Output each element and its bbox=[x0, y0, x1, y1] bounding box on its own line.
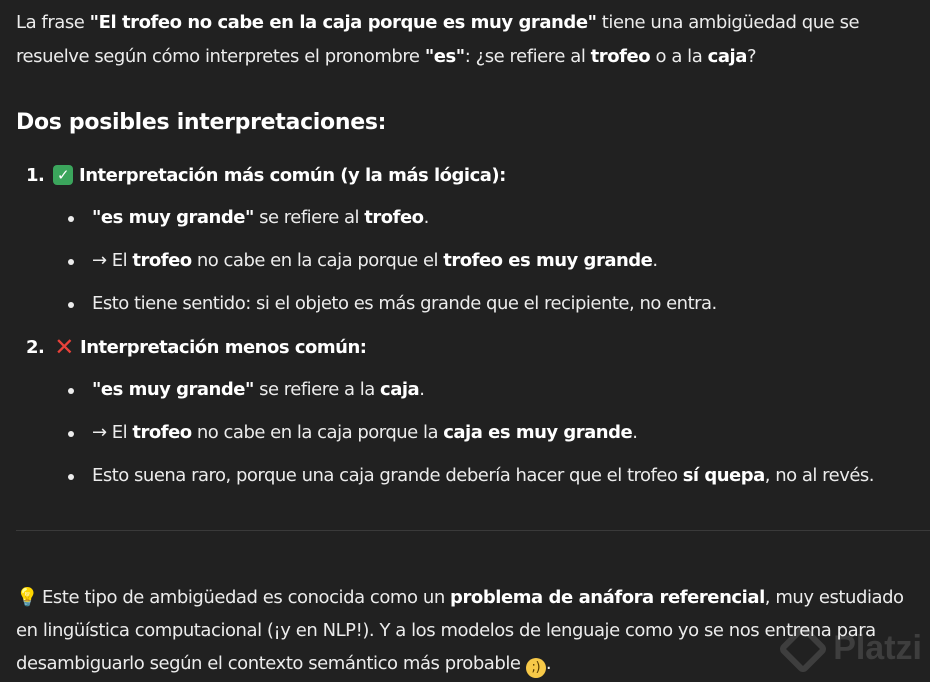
item-header bbox=[16, 160, 921, 190]
item-header bbox=[16, 332, 921, 362]
list-item: "es muy grande" se refiere al trofeo. bbox=[16, 203, 921, 233]
check-mark-icon: ✓ bbox=[53, 165, 73, 185]
intro-bold-trofeo: trofeo bbox=[590, 46, 651, 67]
intro-paragraph bbox=[16, 6, 921, 74]
interpretation-item-1 bbox=[16, 160, 921, 319]
footer-paragraph: 💡 Este tipo de ambigüedad es conocida como un problema de anáfora referencial, muy estudiado en lingüística computacional (¡y en NLP!). Y a los modelos de lenguaje como yo se nos entrena para desambiguarlo según el contexto semántico más probable ;) . bbox=[16, 581, 921, 680]
intro-bold-pronoun: "es" bbox=[424, 46, 465, 67]
intro-text: ? bbox=[746, 46, 757, 67]
bullet-list bbox=[16, 203, 921, 319]
intro-bold-quote: "El trofeo no cabe en la caja porque es muy grande" bbox=[89, 12, 597, 33]
chat-message bbox=[16, 6, 921, 491]
cross-mark-icon: ✕ bbox=[54, 333, 74, 361]
platzi-watermark bbox=[785, 629, 922, 668]
item-number: 1. bbox=[26, 164, 45, 186]
list-item: Esto tiene sentido: si el objeto es más grande que el recipiente, no entra. bbox=[16, 289, 921, 319]
intro-bold-caja: caja bbox=[707, 46, 747, 67]
platzi-logo-icon bbox=[778, 623, 829, 674]
list-item: → El trofeo no cabe en la caja porque el trofeo es muy grande. bbox=[16, 246, 921, 276]
item-title: Interpretación más común (y la más lógica): bbox=[79, 164, 506, 186]
watermark-text: Platzi bbox=[833, 629, 922, 667]
list-item: → El trofeo no cabe en la caja porque la caja es muy grande. bbox=[16, 418, 921, 448]
list-item: Esto suena raro, porque una caja grande debería hacer que el trofeo sí quepa, no al revés. bbox=[16, 461, 921, 491]
item-number: 2. bbox=[26, 336, 45, 358]
interpretation-item-2 bbox=[16, 332, 921, 491]
list-item: "es muy grande" se refiere a la caja. bbox=[16, 375, 921, 405]
light-bulb-icon: 💡 bbox=[16, 587, 38, 608]
intro-text: : ¿se refiere al bbox=[464, 46, 591, 67]
intro-text: tiene una ambigüedad que se resuelve según cómo interpretes el pronombre bbox=[16, 12, 860, 67]
horizontal-divider bbox=[16, 530, 930, 531]
bullet-list bbox=[16, 375, 921, 491]
item-title: Interpretación menos común: bbox=[80, 336, 367, 358]
section-heading: Dos posibles interpretaciones: bbox=[16, 110, 387, 135]
intro-text: La frase bbox=[16, 12, 90, 33]
intro-text: o a la bbox=[650, 46, 708, 67]
footer-bold-term: problema de anáfora referencial bbox=[450, 587, 765, 608]
winking-face-icon: ;) bbox=[526, 658, 546, 678]
